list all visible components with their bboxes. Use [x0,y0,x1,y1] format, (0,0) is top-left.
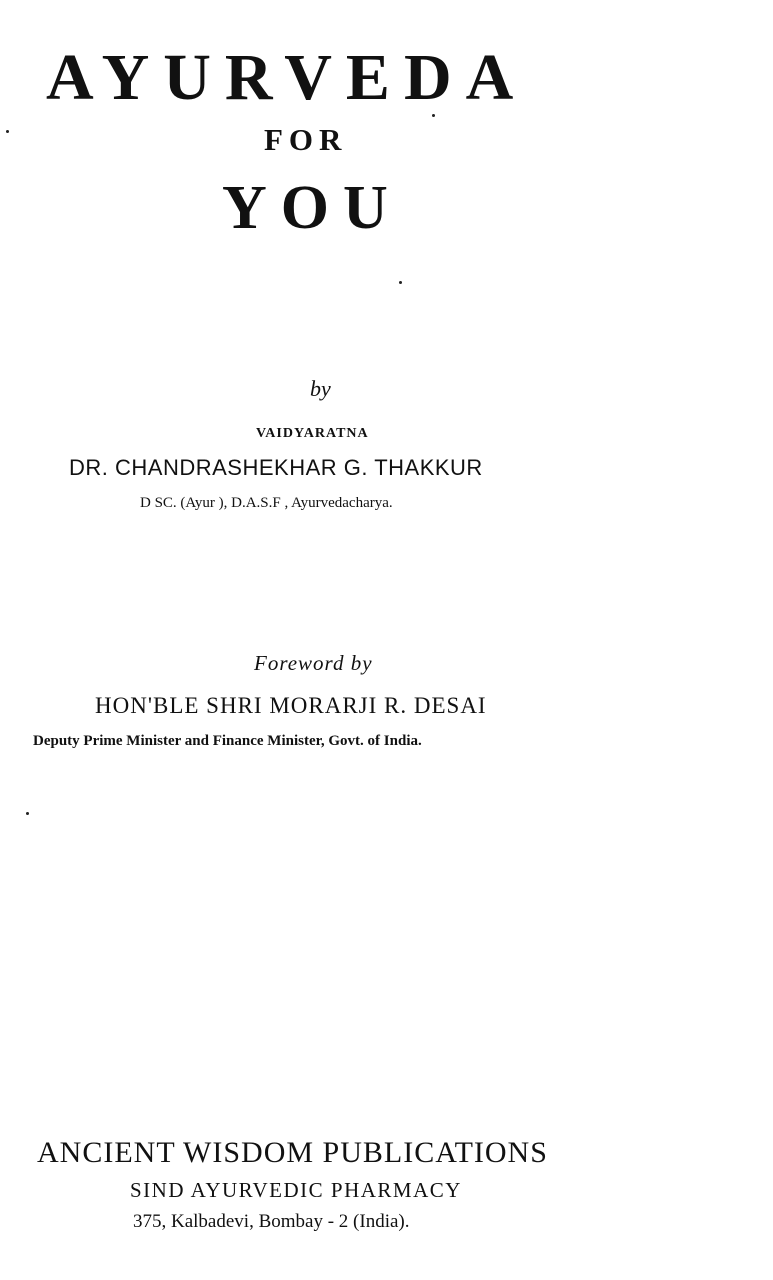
scan-speck [399,281,402,284]
scan-speck [432,114,435,117]
foreword-author-role: Deputy Prime Minister and Finance Minister, Govt. of India. [33,733,422,749]
title-line-2: FOR [264,122,348,157]
scan-speck [26,812,29,815]
title-line-3: YOU [222,174,402,242]
foreword-label: Foreword by [254,651,373,675]
author-honorific: VAIDYARATNA [256,426,369,441]
author-degrees: D SC. (Ayur ), D.A.S.F , Ayurvedacharya. [140,495,393,511]
scan-speck [6,130,9,133]
title-line-1: AYURVEDA [46,41,528,114]
publisher-pharmacy: SIND AYURVEDIC PHARMACY [130,1178,462,1202]
by-label: by [310,376,331,401]
author-name: DR. CHANDRASHEKHAR G. THAKKUR [69,455,483,480]
publisher-address: 375, Kalbadevi, Bombay - 2 (India). [133,1211,410,1232]
foreword-author-name: HON'BLE SHRI MORARJI R. DESAI [95,693,487,718]
publisher-name: ANCIENT WISDOM PUBLICATIONS [37,1136,548,1169]
